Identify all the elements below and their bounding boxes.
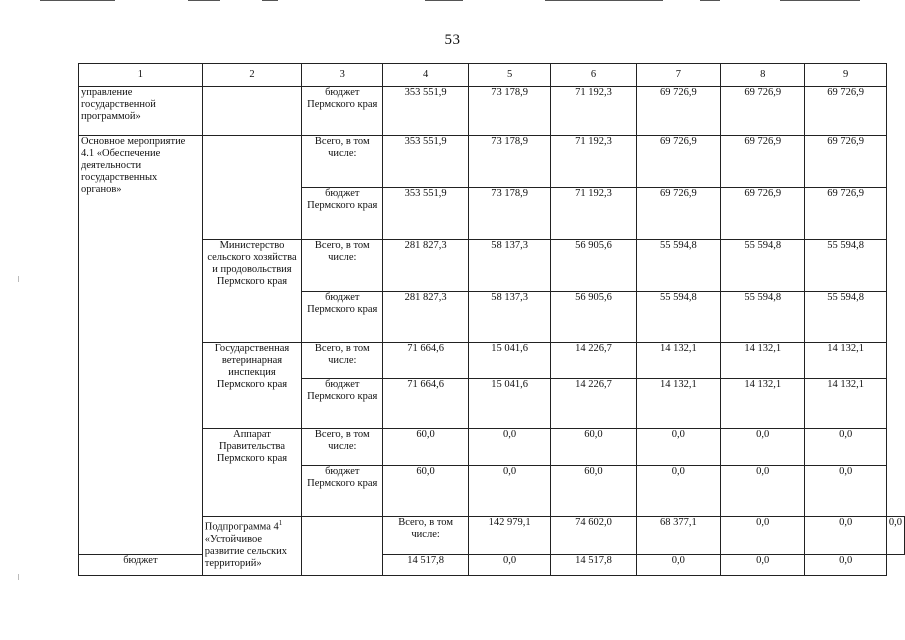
value-cell: 14 517,8 <box>383 555 468 576</box>
executor-cell <box>202 87 301 136</box>
table-header-row <box>79 64 905 87</box>
value-cell: 58 137,3 <box>468 240 550 292</box>
value-cell: 14 132,1 <box>636 343 720 379</box>
value-cell: 0,0 <box>468 466 550 517</box>
subprogram-title: Подпрограмма 4 <box>204 521 279 533</box>
activity-name-cell: Основное мероприятие 4.1 «Обеспечение деятельности государственных органов» <box>79 136 203 555</box>
value-cell: 0,0 <box>721 517 805 555</box>
value-cell: 14 132,1 <box>805 379 887 429</box>
funding-source-cell: Всего, в том числе: <box>302 429 383 466</box>
value-cell: 353 551,9 <box>383 188 468 240</box>
value-cell: 0,0 <box>636 555 720 576</box>
top-rule <box>700 0 720 1</box>
value-cell: 0,0 <box>721 429 805 466</box>
page-number: 53 <box>444 32 461 48</box>
header-cell: 6 <box>551 64 636 87</box>
value-cell: 69 726,9 <box>721 136 805 188</box>
value-cell: 69 726,9 <box>721 188 805 240</box>
header-cell: 3 <box>302 64 383 87</box>
value-cell: 69 726,9 <box>636 136 720 188</box>
table-row <box>79 343 905 379</box>
value-cell: 14 132,1 <box>805 343 887 379</box>
value-cell: 55 594,8 <box>636 240 720 292</box>
value-cell: 15 041,6 <box>468 343 550 379</box>
subprogram-superscript: 1 <box>278 519 283 527</box>
value-cell: 69 726,9 <box>721 87 805 136</box>
value-cell: 73 178,9 <box>468 136 550 188</box>
value-cell: 71 664,6 <box>383 379 468 429</box>
value-cell: 69 726,9 <box>636 188 720 240</box>
funding-source-cell: бюджет Пермского края <box>302 466 383 517</box>
value-cell: 71 192,3 <box>551 188 636 240</box>
value-cell: 73 178,9 <box>468 188 550 240</box>
funding-source-cell: бюджет Пермского края <box>302 379 383 429</box>
funding-source-cell: Всего, в том числе: <box>383 517 468 555</box>
program-name-cell: управление государственной программой» <box>79 87 203 136</box>
value-cell: 0,0 <box>636 429 720 466</box>
value-cell: 60,0 <box>551 429 636 466</box>
value-cell: 68 377,1 <box>636 517 720 555</box>
value-cell: 281 827,3 <box>383 240 468 292</box>
value-cell: 55 594,8 <box>721 240 805 292</box>
funding-source-cell: бюджет Пермского края <box>302 188 383 240</box>
value-cell: 14 226,7 <box>551 379 636 429</box>
value-cell: 0,0 <box>468 555 550 576</box>
scan-mark <box>18 276 19 282</box>
value-cell: 142 979,1 <box>468 517 550 555</box>
value-cell: 281 827,3 <box>383 292 468 343</box>
header-cell: 1 <box>79 64 203 87</box>
executor-cell <box>302 517 383 576</box>
value-cell: 353 551,9 <box>383 136 468 188</box>
value-cell: 69 726,9 <box>805 136 887 188</box>
value-cell: 0,0 <box>805 517 887 555</box>
table-row <box>79 517 905 555</box>
scan-mark <box>18 574 19 580</box>
subprogram-name-cell <box>202 517 301 576</box>
value-cell: 0,0 <box>468 429 550 466</box>
value-cell: 55 594,8 <box>805 240 887 292</box>
funding-source-cell: бюджет <box>79 555 203 576</box>
top-rule <box>780 0 860 1</box>
top-rule <box>188 0 220 1</box>
value-cell: 15 041,6 <box>468 379 550 429</box>
top-rule <box>425 0 463 1</box>
value-cell: 56 905,6 <box>551 240 636 292</box>
value-cell: 0,0 <box>721 555 805 576</box>
funding-source-cell: Всего, в том числе: <box>302 343 383 379</box>
executor-cell: Министерство сельского хозяйства и продовольствия Пермского края <box>202 240 301 343</box>
table-row <box>79 240 905 292</box>
value-cell: 74 602,0 <box>551 517 636 555</box>
funding-source-cell: бюджет Пермского края <box>302 87 383 136</box>
value-cell: 0,0 <box>805 466 887 517</box>
funding-source-cell: бюджет Пермского края <box>302 292 383 343</box>
value-cell: 55 594,8 <box>636 292 720 343</box>
value-cell: 69 726,9 <box>636 87 720 136</box>
value-cell: 71 192,3 <box>551 87 636 136</box>
value-cell: 73 178,9 <box>468 87 550 136</box>
value-cell: 58 137,3 <box>468 292 550 343</box>
funding-source-cell: Всего, в том числе: <box>302 240 383 292</box>
header-cell: 5 <box>468 64 550 87</box>
funding-source-cell: Всего, в том числе: <box>302 136 383 188</box>
top-rule <box>545 0 663 1</box>
value-cell: 14 517,8 <box>551 555 636 576</box>
value-cell: 60,0 <box>551 466 636 517</box>
header-cell: 4 <box>383 64 468 87</box>
header-cell: 8 <box>721 64 805 87</box>
top-rule <box>40 0 115 1</box>
value-cell: 14 226,7 <box>551 343 636 379</box>
value-cell: 69 726,9 <box>805 188 887 240</box>
value-cell: 353 551,9 <box>383 87 468 136</box>
value-cell: 0,0 <box>805 555 887 576</box>
value-cell: 55 594,8 <box>805 292 887 343</box>
value-cell: 71 664,6 <box>383 343 468 379</box>
value-cell: 71 192,3 <box>551 136 636 188</box>
value-cell: 14 132,1 <box>721 343 805 379</box>
header-cell: 7 <box>636 64 720 87</box>
executor-cell <box>202 136 301 240</box>
table-row <box>79 429 905 466</box>
value-cell: 0,0 <box>805 429 887 466</box>
budget-table <box>78 63 905 576</box>
top-rule <box>262 0 278 1</box>
value-cell: 0,0 <box>886 517 904 555</box>
table-row <box>79 87 905 136</box>
executor-cell: Аппарат Правительства Пермского края <box>202 429 301 517</box>
value-cell: 60,0 <box>383 466 468 517</box>
header-cell: 2 <box>202 64 301 87</box>
executor-cell: Государственная ветеринарная инспекция Пермского края <box>202 343 301 429</box>
header-cell: 9 <box>805 64 887 87</box>
value-cell: 14 132,1 <box>636 379 720 429</box>
value-cell: 14 132,1 <box>721 379 805 429</box>
value-cell: 0,0 <box>636 466 720 517</box>
subprogram-description: «Устойчивое развитие сельских территорий» <box>204 533 288 569</box>
value-cell: 56 905,6 <box>551 292 636 343</box>
value-cell: 55 594,8 <box>721 292 805 343</box>
value-cell: 69 726,9 <box>805 87 887 136</box>
value-cell: 60,0 <box>383 429 468 466</box>
value-cell: 0,0 <box>721 466 805 517</box>
table-row <box>79 136 905 188</box>
